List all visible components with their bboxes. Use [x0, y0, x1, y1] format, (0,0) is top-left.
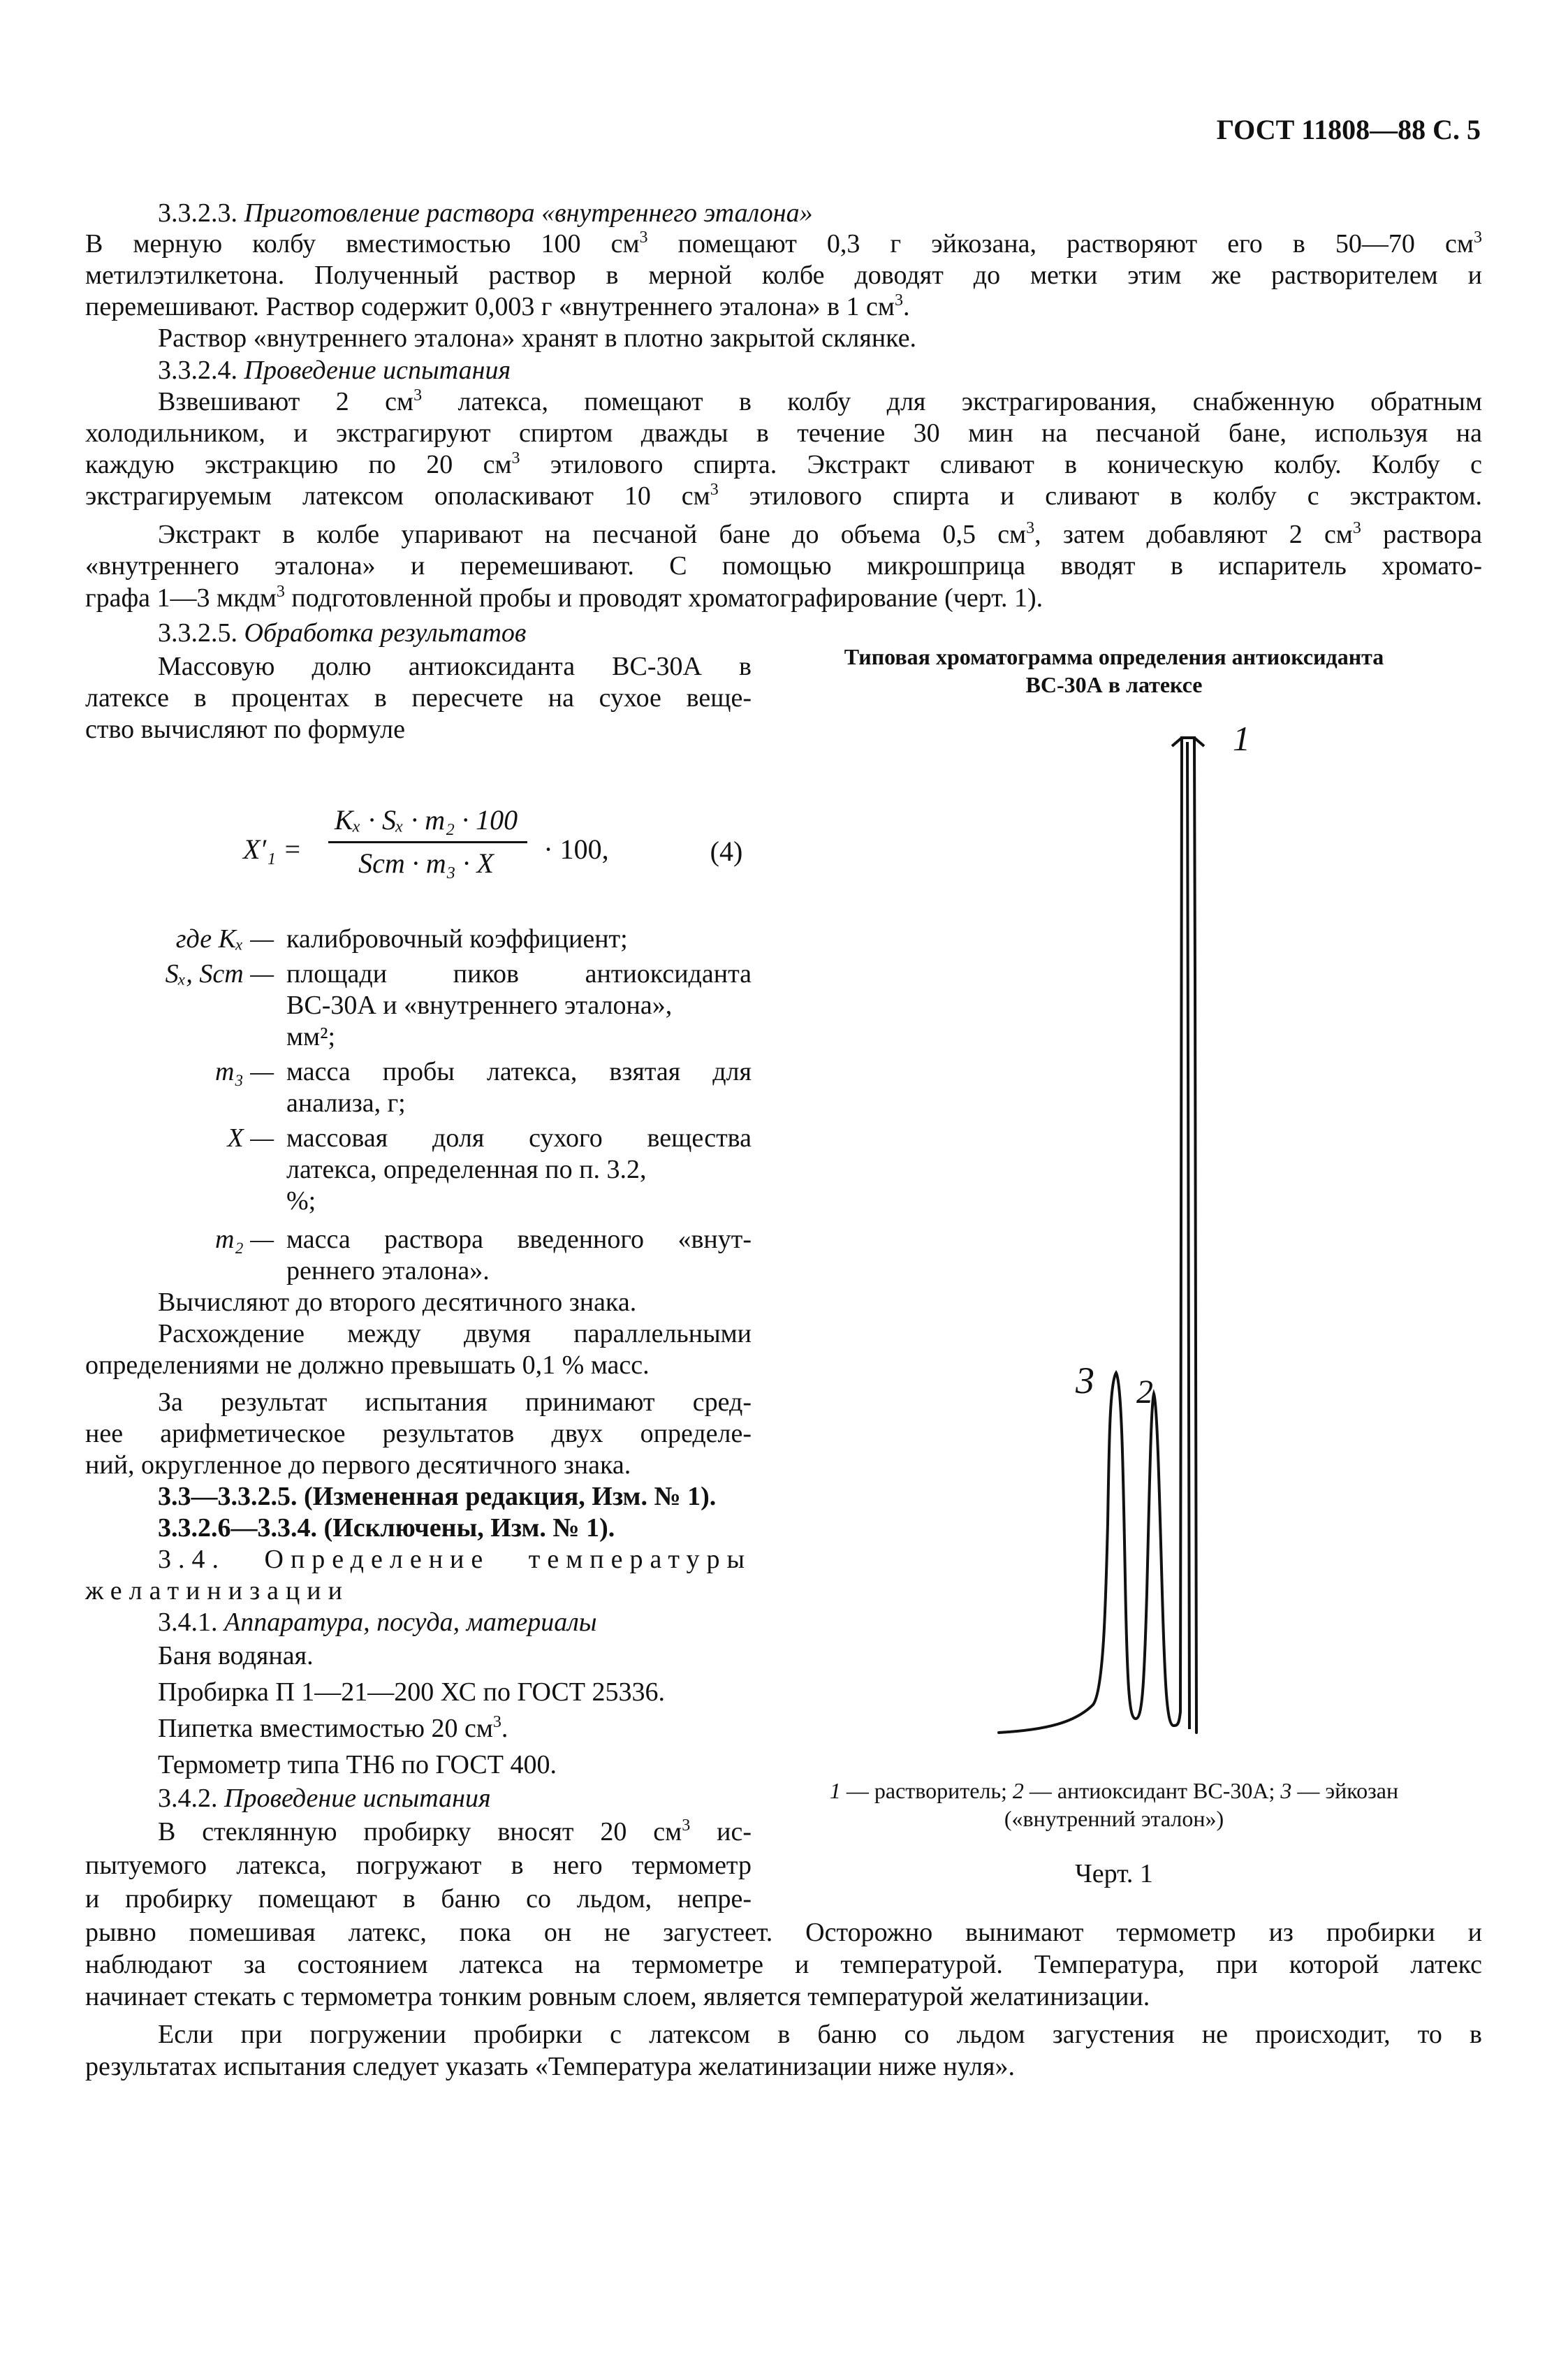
paragraph-line: результатах испытания следует указать «Температура желатинизации ниже нуля». [85, 2052, 1015, 2081]
paragraph-line: рывно помешивая латекс, пока он не загустеет. Осторожно вынимают термометр из пробирки и [85, 1918, 1482, 1947]
figure-legend: 1 — растворитель; 2 — антиоксидант ВС-30А; 3 — эйкозан [829, 1778, 1399, 1803]
formula-number: (4) [710, 836, 743, 867]
where-symbol: X — [227, 1123, 274, 1153]
section-title: Обработка результатов [244, 618, 527, 648]
formula-lhs: X′₁ = [242, 833, 302, 865]
where-definition: масса раствора введенного «внут- [286, 1225, 752, 1254]
paragraph-line: пытуемого латекса, погружают в него термометр [85, 1851, 752, 1880]
formula-tail: · 100, [543, 833, 609, 865]
material-item: Термометр типа ТН6 по ГОСТ 400. [158, 1750, 557, 1779]
section-3-4-2-heading: 3.4.2. Проведение испытания [158, 1784, 491, 1813]
fraction-bar [328, 841, 527, 843]
where-definition: мм²; [286, 1022, 336, 1051]
chromatogram [964, 713, 1467, 1740]
where-symbol: m₂ — [215, 1225, 274, 1254]
where-symbol: Sₓ, Sст — [165, 959, 274, 989]
formula-numerator: Kₓ · Sₓ · m₂ · 100 [334, 804, 518, 836]
section-3-3-2-5-heading [158, 618, 526, 649]
chromatogram-trace [999, 738, 1196, 1733]
paragraph-line: экстрагируемым латексом ополаскивают 10 $см^3$ этилового спирта и сливают в колбу с экстрактом. [85, 481, 1482, 511]
paragraph-line: Взвешивают 2 $см^3$ латекса, помещают в колбу для экстрагирования, снабженную обратным [158, 386, 1482, 416]
section-title: Проведение испытания [244, 356, 511, 385]
section-3-4-heading: 3.4. Определение температуры [158, 1545, 752, 1574]
section-title: Приготовление раствора «внутреннего эталона» [244, 198, 813, 228]
paragraph-line: каждую экстракцию по 20 $см^3$ этилового спирта. Экстракт сливают в коническую колбу. Колбу с [85, 449, 1482, 479]
section-number: 3.3.2.4. [158, 356, 237, 385]
section-number: 3.3.2.3. [158, 198, 237, 228]
section-3-4-1-heading: 3.4.1. Аппаратура, посуда, материалы [158, 1608, 597, 1637]
paragraph-line: и пробирку помещают в баню со льдом, непре- [85, 1884, 752, 1914]
paragraph-line: перемешивают. Раствор содержит 0,003 г «внутреннего эталона» в 1 $см^3$. [85, 291, 910, 321]
material-item: Баня водяная. [158, 1641, 314, 1670]
amendment-note: 3.3.2.6—3.3.4. (Исключены, Изм. № 1). [158, 1513, 615, 1543]
paragraph-line: начинает стекать с термометра тонким ровным слоем, является температурой желатинизации. [85, 1982, 1150, 2011]
where-definition: масса пробы латекса, взятая для [286, 1057, 752, 1086]
peak-label-1: 1 [1233, 719, 1250, 758]
paragraph-line: ний, округленное до первого десятичного знака. [85, 1450, 631, 1480]
section-number: 3.3.2.5. [158, 618, 237, 648]
page-header: ГОСТ 11808—88 С. 5 [1216, 114, 1481, 145]
where-definition: массовая доля сухого вещества [286, 1123, 752, 1153]
where-definition: латекса, определенная по п. 3.2, [286, 1155, 647, 1184]
formula-denominator: Sст · m₃ · X [358, 847, 494, 879]
paragraph-line: Расхождение между двумя параллельными [158, 1319, 752, 1348]
where-symbol: m₃ — [215, 1057, 274, 1086]
material-item: Пробирка П 1—21—200 ХС по ГОСТ 25336. [158, 1677, 665, 1707]
where-definition: площади пиков антиоксиданта [286, 959, 752, 989]
peak-1-inner-line [1187, 742, 1189, 1729]
paragraph-line: определениями не должно превышать 0,1 % масс. [85, 1350, 650, 1380]
paragraph-line: нее арифметическое результатов двух определе- [85, 1419, 752, 1448]
where-definition: %; [286, 1186, 316, 1216]
where-symbol: где Kₓ — [175, 924, 274, 954]
figure-title: Типовая хроматограмма определения антиоксиданта [844, 644, 1384, 669]
paragraph-line: метилэтилкетона. Полученный раствор в мерной колбе доводят до метки этим же растворителем и [85, 261, 1482, 290]
paragraph-line: Если при погружении пробирки с латексом в баню со льдом загустения не происходит, то в [158, 2020, 1482, 2049]
paragraph-line: В мерную колбу вместимостью 100 $см^3$ помещают 0,3 г эйкозана, растворяют его в 50—70 $см^3$ [85, 228, 1482, 258]
paragraph-line: В стеклянную пробирку вносят 20 $см^3$ ис- [158, 1816, 752, 1846]
peak-label-2: 2 [1136, 1374, 1153, 1411]
paragraph-line: наблюдают за состоянием латекса на термометре и температурой. Температура, при которой латекс [85, 1950, 1482, 1979]
where-definition: анализа, г; [286, 1088, 406, 1118]
paragraph-line: Экстракт в колбе упаривают на песчаной бане до объема 0,5 $см^3$, затем добавляют 2 $см^3$ раствора [158, 519, 1482, 549]
figure-caption: Черт. 1 [1075, 1859, 1153, 1888]
paragraph-line: латексе в процентах в пересчете на сухое веще- [85, 683, 752, 713]
paragraph-line: Массовую долю антиоксиданта ВС-30А в [158, 652, 752, 681]
peak-label-3: 3 [1076, 1360, 1094, 1401]
section-3-3-2-4-heading [158, 355, 511, 386]
where-definition: ВС-30А и «внутреннего эталона», [286, 991, 673, 1020]
paragraph-line: ство вычисляют по формуле [85, 715, 405, 744]
section-3-4-heading-cont: желатинизации [85, 1576, 349, 1605]
paragraph-line: За результат испытания принимают сред- [158, 1387, 752, 1417]
paragraph-line: графа 1—3 мкдм$^3$ подготовленной пробы и проводят хроматографирование (черт. 1). [85, 583, 1043, 613]
amendment-note: 3.3—3.3.2.5. (Измененная редакция, Изм. № 1). [158, 1482, 717, 1511]
paragraph-line: Раствор «внутреннего эталона» хранят в плотно закрытой склянке. [158, 323, 917, 353]
paragraph-line: Вычисляют до второго десятичного знака. [158, 1288, 637, 1317]
where-definition: калибровочный коэффициент; [286, 924, 628, 954]
figure-legend: («внутренний эталон») [1004, 1806, 1224, 1831]
material-item: Пипетка вместимостью 20 $см^3$. [158, 1713, 508, 1743]
where-definition: реннего эталона». [286, 1256, 490, 1285]
figure-title: ВС-30А в латексе [1025, 672, 1203, 697]
formula [224, 803, 768, 901]
section-3-3-2-3-heading [158, 198, 813, 229]
paragraph-line: холодильником, и экстрагируют спиртом дважды в течение 30 мин на песчаной бане, используя на [85, 418, 1482, 448]
paragraph-line: «внутреннего эталона» и перемешивают. С помощью микрошприца вводят в испаритель хромато- [85, 551, 1482, 581]
